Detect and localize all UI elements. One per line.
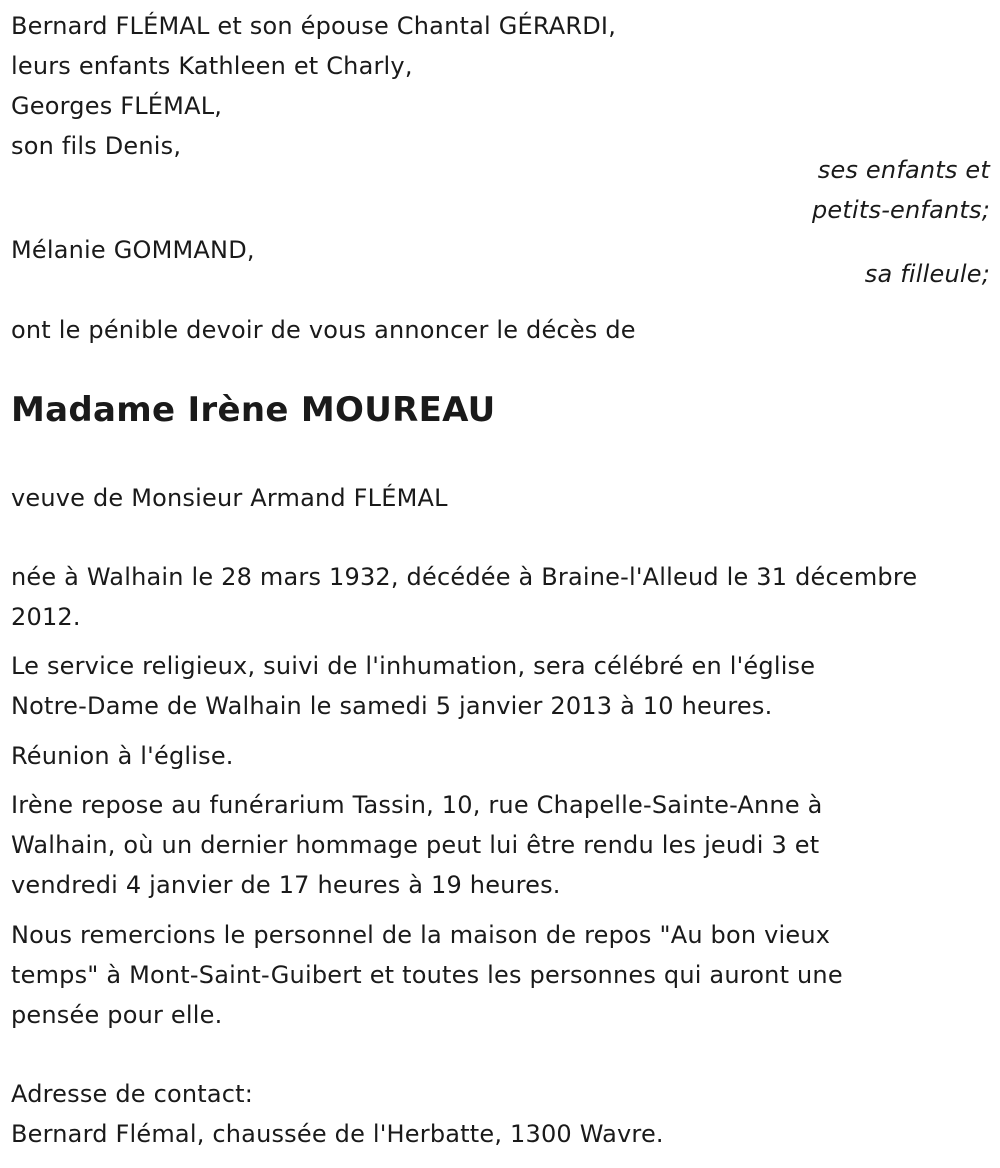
thanks-line-1: Nous remercions le personnel de la maison de repos "Au bon vieux [11, 921, 831, 949]
announcement-text: ont le pénible devoir de vous annoncer le décès de [11, 316, 636, 344]
family-line-5: Mélanie GOMMAND, [11, 236, 255, 264]
service-line-2: Notre-Dame de Walhain le samedi 5 janvier 2013 à 10 heures. [11, 692, 773, 720]
contact-label: Adresse de contact: [11, 1080, 254, 1108]
family-line-1: Bernard FLÉMAL et son épouse Chantal GÉRARDI, [11, 12, 617, 40]
family-line-2: leurs enfants Kathleen et Charly, [11, 52, 413, 80]
family-line-3: Georges FLÉMAL, [11, 92, 223, 120]
birth-death-line-2: 2012. [11, 603, 81, 631]
repose-line-3: vendredi 4 janvier de 17 heures à 19 heures. [11, 871, 561, 899]
repose-line-1: Irène repose au funérarium Tassin, 10, rue Chapelle-Sainte-Anne à [11, 791, 823, 819]
service-line-1: Le service religieux, suivi de l'inhumation, sera célébré en l'église [11, 652, 816, 680]
birth-death-line-1: née à Walhain le 28 mars 1932, décédée à Braine-l'Alleud le 31 décembre [11, 563, 918, 591]
meeting-line: Réunion à l'église. [11, 742, 234, 770]
widow-of: veuve de Monsieur Armand FLÉMAL [11, 484, 448, 512]
relation-goddaughter: sa filleule; [864, 260, 990, 288]
contact-address: Bernard Flémal, chaussée de l'Herbatte, 1300 Wavre. [11, 1120, 664, 1148]
relation-children-2: petits-enfants; [812, 196, 990, 224]
thanks-line-3: pensée pour elle. [11, 1001, 223, 1029]
deceased-name: Madame Irène MOUREAU [11, 390, 496, 430]
thanks-line-2: temps" à Mont-Saint-Guibert et toutes les personnes qui auront une [11, 961, 843, 989]
repose-line-2: Walhain, où un dernier hommage peut lui être rendu les jeudi 3 et [11, 831, 820, 859]
family-line-4: son fils Denis, [11, 132, 182, 160]
relation-children-1: ses enfants et [817, 156, 990, 184]
